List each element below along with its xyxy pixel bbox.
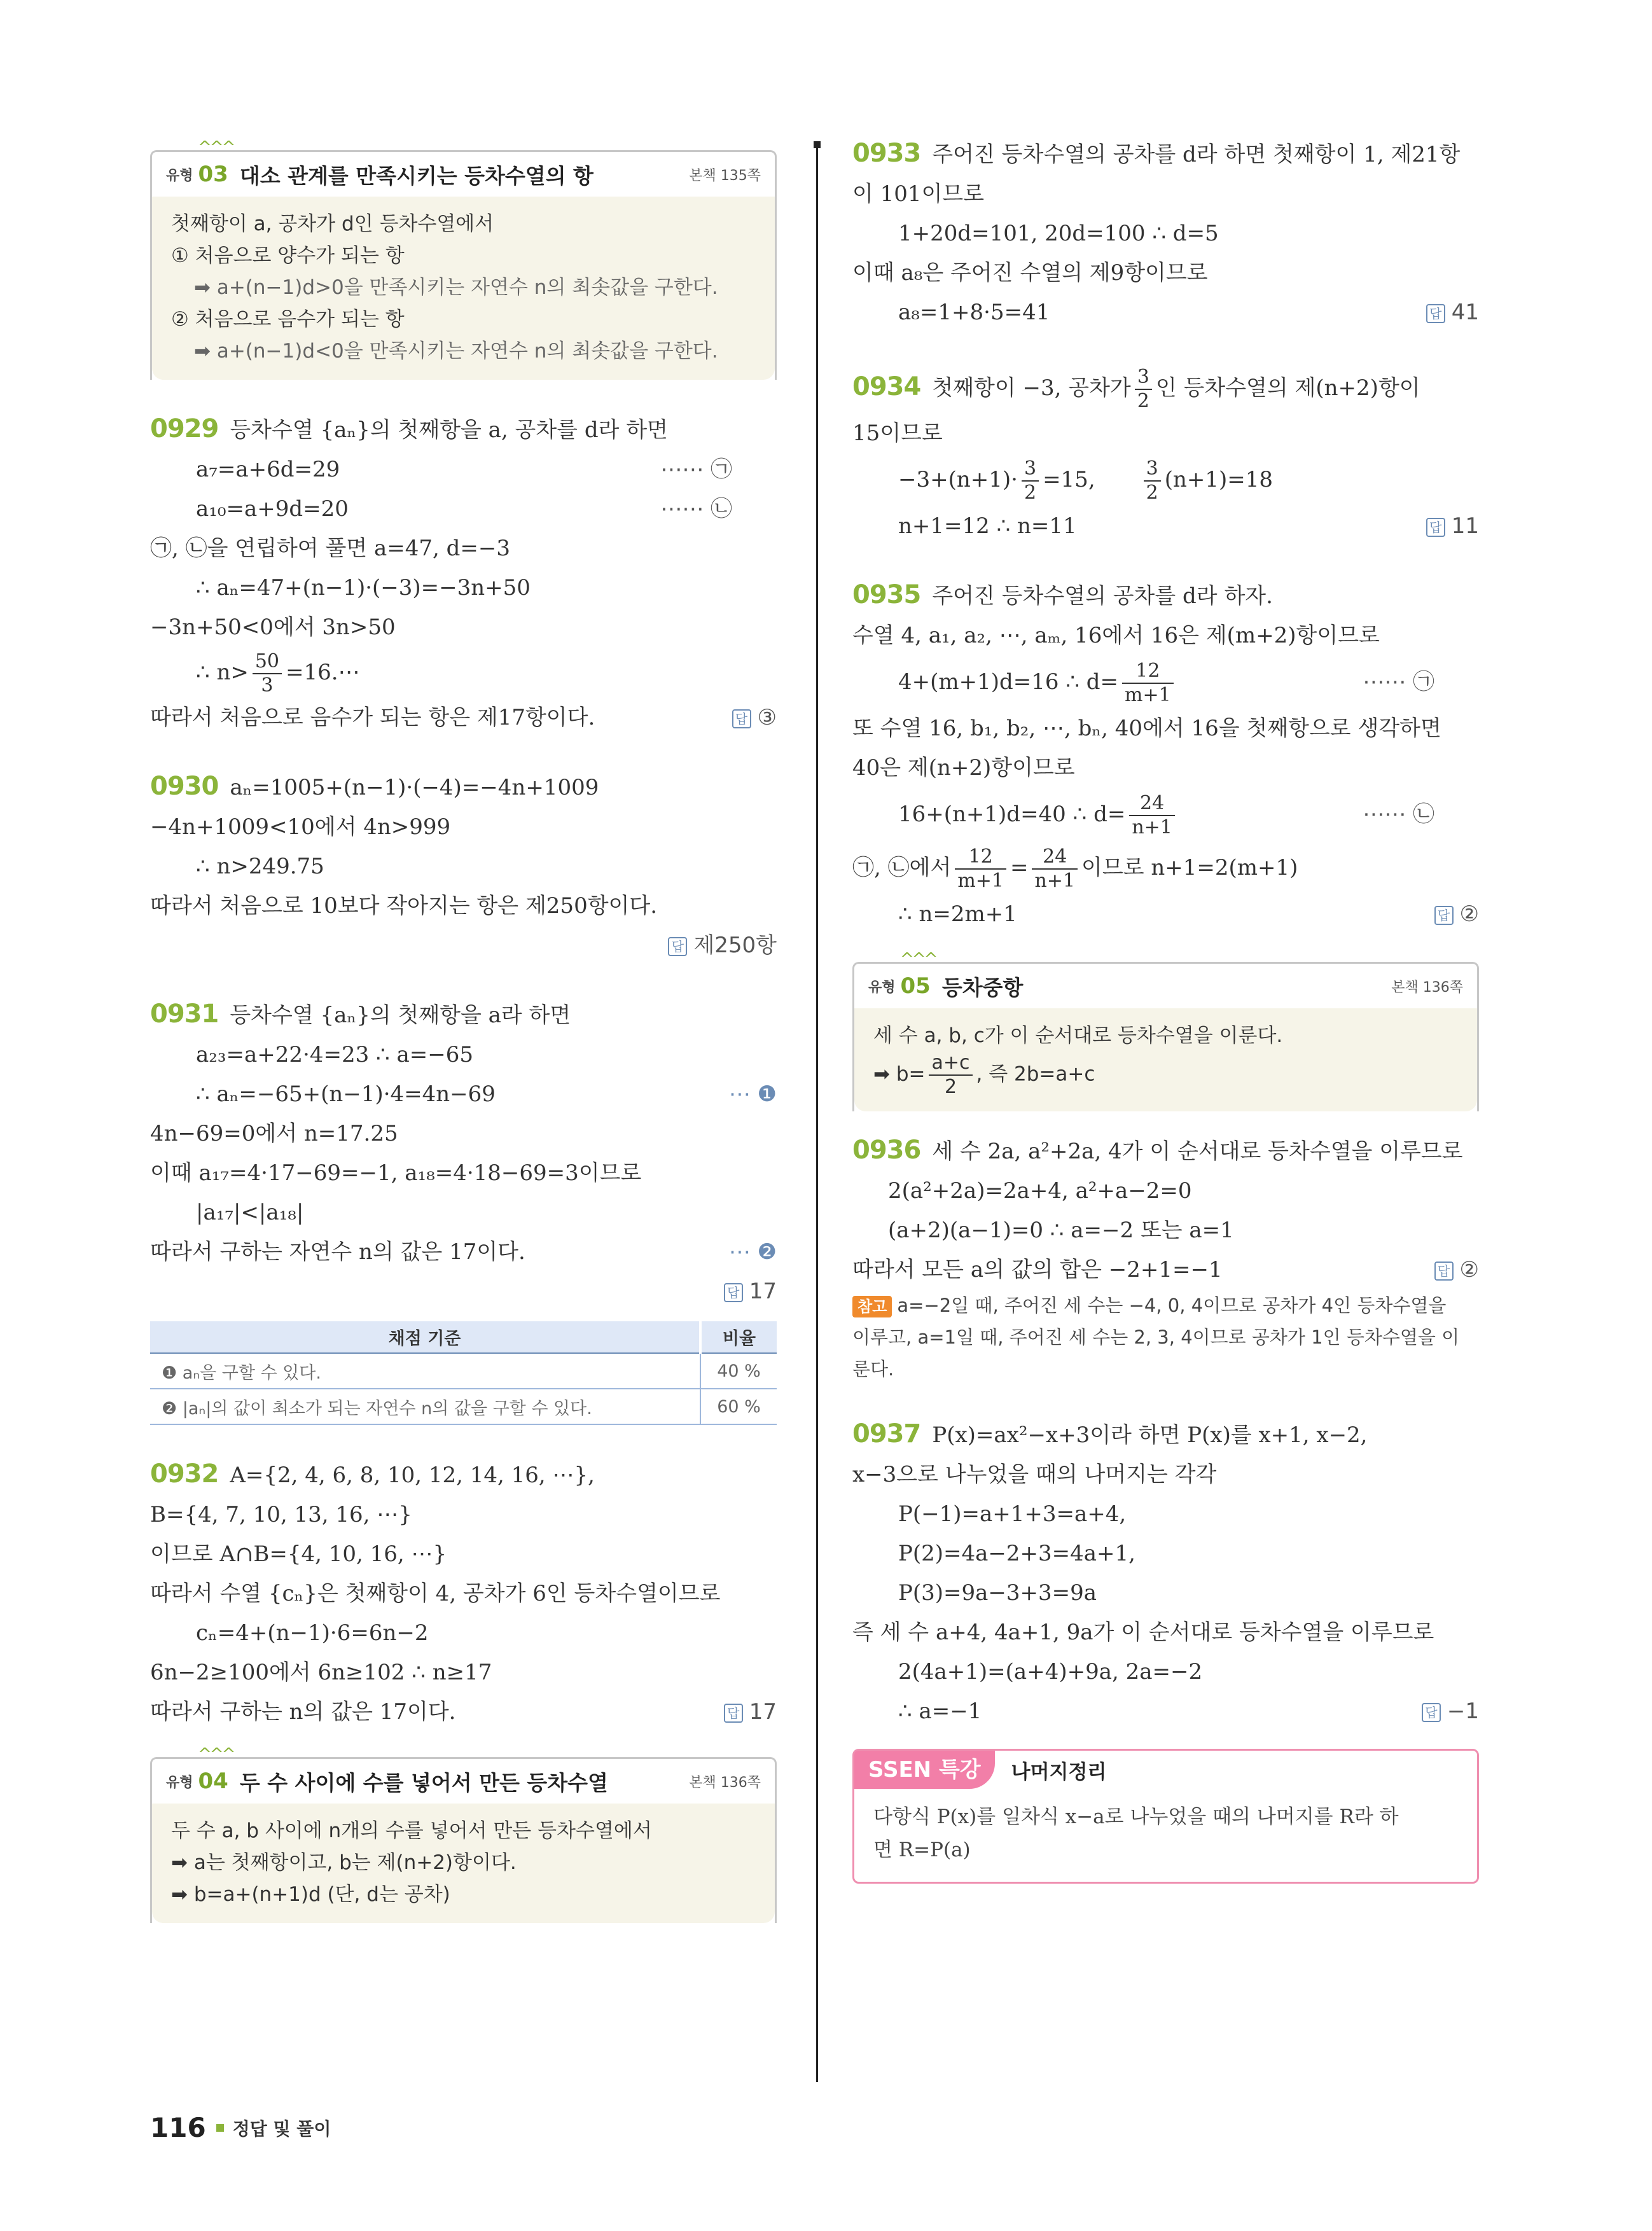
problem-number: 0933 xyxy=(852,139,921,168)
solution-line: 16+(n+1)d=40 ∴ d= xyxy=(898,802,1126,827)
grading-ratio: 40 % xyxy=(700,1353,777,1389)
solution-line: 따라서 수열 {cₙ}은 첫째항이 4, 공차가 6인 등차수열이므로 xyxy=(150,1581,721,1606)
answer: 답 17 xyxy=(150,1272,777,1311)
ssen-title: 나머지정리 xyxy=(1011,1760,1107,1784)
answer: 답 17 xyxy=(724,1692,777,1732)
solution-line: 등차수열 {aₙ}의 첫째항을 a라 하면 xyxy=(230,1003,571,1028)
solution-line: 수열 4, a₁, a₂, ⋯, aₘ, 16에서 16은 제(m+2)항이므로 xyxy=(852,623,1380,648)
solution-line: aₙ=1005+(n−1)·(−4)=−4n+1009 xyxy=(230,775,599,800)
solution-line: 4+(m+1)d=16 ∴ d= xyxy=(898,669,1119,695)
zigzag-icon: ^^^ xyxy=(198,1745,234,1764)
solution-line: 또 수열 16, b₁, b₂, ⋯, bₙ, 40에서 16을 첫째항으로 생각하면 xyxy=(852,716,1441,741)
solution-line: ∴ a=−1 xyxy=(898,1699,982,1724)
solution-line: n+1=12 ∴ n=11 xyxy=(898,513,1077,539)
ssen-line: 면 R=P(a) xyxy=(873,1838,971,1861)
solution-line: 따라서 처음으로 음수가 되는 항은 제17항이다. xyxy=(150,705,595,730)
summary-line: 첫째항이 a, 공차가 d인 등차수열에서 xyxy=(171,212,494,235)
ssen-line: 다항식 P(x)를 일차식 x−a로 나누었을 때의 나머지를 R라 하 xyxy=(873,1805,1399,1828)
solution-line: P(−1)=a+1+3=a+4, xyxy=(898,1501,1127,1527)
solution-line: 이므로 A∩B={4, 10, 16, ⋯} xyxy=(150,1541,447,1567)
solution-line: (a+2)(a−1)=0 ∴ a=−2 또는 a=1 xyxy=(888,1218,1234,1243)
ssen-body xyxy=(854,1789,1477,1882)
problem-number: 0930 xyxy=(150,772,219,801)
solution-line: ㉠, ㉡을 연립하여 풀면 a=47, d=−3 xyxy=(150,536,510,561)
solution-line: 주어진 등차수열의 공차를 d라 하면 첫째항이 1, 제21항 xyxy=(932,142,1461,167)
fraction: $\frac{a+c}{2}$ xyxy=(929,1052,972,1099)
type-05-summary xyxy=(854,1008,1477,1111)
solution-line: =16.⋯ xyxy=(286,660,360,685)
fraction: $\frac{12}{m+1}$ xyxy=(1122,660,1174,707)
page-number: 116 xyxy=(150,2112,206,2143)
answer-label-icon: 답 xyxy=(724,1283,743,1302)
solution-line: a₇=a+6d=29 xyxy=(196,457,340,482)
fraction: $\frac{12}{m+1}$ xyxy=(955,845,1006,893)
answer: 답 제250항 xyxy=(150,926,777,965)
type-04-box xyxy=(150,1745,777,1923)
summary-line: ➡ a+(n−1)d<0을 만족시키는 자연수 n의 최솟값을 구한다. xyxy=(194,340,718,363)
problem-0933 xyxy=(852,134,1479,332)
solution-line: ∴ aₙ=−65+(n−1)·4=4n−69 xyxy=(196,1081,496,1107)
summary-line: 세 수 a, b, c가 이 순서대로 등차수열을 이룬다. xyxy=(873,1024,1283,1047)
solution-line: −3+(n+1)· xyxy=(898,467,1018,492)
solution-line: 2(4a+1)=(a+4)+9a, 2a=−2 xyxy=(898,1659,1203,1685)
solution-line: ∴ n>249.75 xyxy=(196,854,324,879)
grading-ratio: 60 % xyxy=(700,1389,777,1424)
answer: 답 11 xyxy=(1426,506,1479,546)
solution-line: ∴ n=2m+1 xyxy=(898,901,1017,927)
equation-marker: ⋯⋯ ㉠ xyxy=(660,457,732,482)
note xyxy=(852,1289,1479,1385)
fraction: $\frac{50}{3}$ xyxy=(253,650,282,697)
note-label: 참고 xyxy=(852,1296,892,1317)
type-04-header xyxy=(152,1759,775,1804)
fraction: $\frac{24}{n+1}$ xyxy=(1032,845,1078,893)
grading-header: 비율 xyxy=(700,1321,777,1353)
answer-label-icon: 답 xyxy=(1422,1703,1441,1722)
solution-line: 6n−2≥100에서 6n≥102 ∴ n≥17 xyxy=(150,1660,492,1685)
type-number: 04 xyxy=(198,1769,228,1794)
solution-line: 이때 a₁₇=4·17−69=−1, a₁₈=4·18−69=3이므로 xyxy=(150,1160,642,1186)
solution-line: 주어진 등차수열의 공차를 d라 하자. xyxy=(932,583,1273,609)
type-05-box xyxy=(852,950,1479,1111)
note-line: 이루고, a=1일 때, 주어진 세 수는 2, 3, 4이므로 공차가 1인 등차수열을 이 xyxy=(852,1326,1460,1348)
right-column xyxy=(852,134,1479,1884)
solution-line: ∴ aₙ=47+(n−1)·(−3)=−3n+50 xyxy=(196,575,531,601)
solution-line: 2(a²+2a)=2a+4, a²+a−2=0 xyxy=(888,1178,1192,1204)
type-title: 대소 관계를 만족시키는 등차수열의 항 xyxy=(239,163,593,188)
page-footer xyxy=(150,2112,331,2143)
answer-label-icon: 답 xyxy=(724,1704,743,1723)
solution-line: 40은 제(n+2)항이므로 xyxy=(852,755,1075,781)
zigzag-icon: ^^^ xyxy=(900,950,936,969)
answer: 답 ③ xyxy=(732,698,777,737)
solution-line: 세 수 2a, a²+2a, 4가 이 순서대로 등차수열을 이루므로 xyxy=(932,1139,1463,1164)
solution-line: |a₁₇|<|a₁₈| xyxy=(196,1200,304,1225)
solution-line: 인 등차수열의 제(n+2)항이 xyxy=(1155,375,1420,401)
solution-line: 1+20d=101, 20d=100 ∴ d=5 xyxy=(898,221,1219,246)
grading-criterion: ❶ aₙ을 구할 수 있다. xyxy=(150,1353,700,1389)
step-marker: ⋯ ❷ xyxy=(728,1239,777,1265)
solution-line: 따라서 구하는 n의 값은 17이다. xyxy=(150,1699,456,1725)
solution-line: a₂₃=a+22·4=23 ∴ a=−65 xyxy=(196,1042,473,1067)
solution-line: 따라서 처음으로 10보다 작아지는 항은 제250항이다. xyxy=(150,893,658,919)
summary-line: , 즉 2b=a+c xyxy=(976,1062,1095,1086)
problem-0930 xyxy=(150,767,777,965)
answer-label-icon: 답 xyxy=(732,709,751,728)
book-page-ref: 본책 136쪽 xyxy=(1391,979,1463,996)
grading-header: 채점 기준 xyxy=(150,1321,700,1353)
fraction: $\frac{24}{n+1}$ xyxy=(1129,792,1175,839)
type-label: 유형 xyxy=(166,1774,193,1791)
fraction: $\frac{3}{2}$ xyxy=(1135,366,1152,413)
zigzag-icon: ^^^ xyxy=(198,138,234,157)
type-03-summary xyxy=(152,197,775,380)
equation-marker: ⋯⋯ ㉡ xyxy=(660,496,732,522)
solution-line: a₈=1+8·5=41 xyxy=(898,300,1050,325)
answer: 답 ② xyxy=(1434,1250,1479,1289)
solution-line: 따라서 구하는 자연수 n의 값은 17이다. xyxy=(150,1239,525,1265)
equation-marker: ⋯⋯ ㉠ xyxy=(1363,669,1434,695)
solution-line: 4n−69=0에서 n=17.25 xyxy=(150,1121,398,1146)
type-05-header xyxy=(854,964,1477,1008)
answer-label-icon: 답 xyxy=(1434,1261,1454,1281)
ssen-badge: SSEN 특강 xyxy=(854,1751,995,1789)
problem-number: 0935 xyxy=(852,580,921,609)
solution-line: P(x)=ax²−x+3이라 하면 P(x)를 x+1, x−2, xyxy=(932,1422,1368,1448)
type-number: 03 xyxy=(198,162,228,187)
solution-line: P(3)=9a−3+3=9a xyxy=(898,1580,1097,1606)
problem-0931 xyxy=(150,994,777,1425)
solution-line: 등차수열 {aₙ}의 첫째항을 a, 공차를 d라 하면 xyxy=(230,417,668,443)
problem-number: 0932 xyxy=(150,1459,219,1489)
fraction: $\frac{3}{2}$ xyxy=(1144,457,1161,504)
answer-label-icon: 답 xyxy=(1426,304,1445,323)
solution-line: 첫째항이 −3, 공차가 xyxy=(932,375,1131,401)
grading-table xyxy=(150,1321,777,1425)
solution-line: x−3으로 나누었을 때의 나머지는 각각 xyxy=(852,1462,1217,1487)
note-line: 룬다. xyxy=(852,1358,894,1380)
type-03-box xyxy=(150,138,777,380)
summary-line: ➡ a+(n−1)d>0을 만족시키는 자연수 n의 최솟값을 구한다. xyxy=(194,276,718,299)
problem-number: 0934 xyxy=(852,372,921,401)
grading-criterion: ❷ |aₙ|의 값이 최소가 되는 자연수 n의 값을 구할 수 있다. xyxy=(150,1389,700,1424)
note-line: a=−2일 때, 주어진 세 수는 −4, 0, 4이므로 공차가 4인 등차수열을 xyxy=(897,1295,1447,1316)
problem-0937 xyxy=(852,1414,1479,1731)
summary-line: ② 처음으로 음수가 되는 항 xyxy=(171,308,405,331)
problem-0929 xyxy=(150,409,777,737)
summary-line: ➡ b= xyxy=(873,1062,926,1086)
left-column xyxy=(150,134,777,1923)
answer: 답 −1 xyxy=(1422,1692,1479,1731)
book-page-ref: 본책 135쪽 xyxy=(689,167,761,184)
footer-title: 정답 및 풀이 xyxy=(232,2118,331,2139)
type-04-summary xyxy=(152,1804,775,1923)
solution-line: 따라서 모든 a의 값의 합은 −2+1=−1 xyxy=(852,1257,1223,1282)
solution-line: 이므로 n+1=2(m+1) xyxy=(1081,855,1298,880)
answer-label-icon: 답 xyxy=(1434,906,1454,925)
problem-0934 xyxy=(852,361,1479,546)
solution-line: 이 101이므로 xyxy=(852,181,985,207)
problem-number: 0936 xyxy=(852,1136,921,1165)
answer: 답 41 xyxy=(1426,293,1479,332)
column-divider xyxy=(816,145,818,2082)
solution-line: B={4, 7, 10, 13, 16, ⋯} xyxy=(150,1502,412,1527)
answer-label-icon: 답 xyxy=(1426,518,1445,537)
book-page-ref: 본책 136쪽 xyxy=(689,1774,761,1791)
summary-line: 두 수 a, b 사이에 n개의 수를 넣어서 만든 등차수열에서 xyxy=(171,1819,652,1842)
problem-number: 0929 xyxy=(150,414,219,443)
solution-line: −4n+1009<10에서 4n>999 xyxy=(150,814,451,840)
solution-line: a₁₀=a+9d=20 xyxy=(196,496,349,522)
type-title: 등차중항 xyxy=(941,975,1024,1000)
table-row xyxy=(150,1389,777,1424)
table-row xyxy=(150,1353,777,1389)
type-title: 두 수 사이에 수를 넣어서 만든 등차수열 xyxy=(239,1770,608,1795)
solution-line: =15, xyxy=(1043,467,1095,492)
answer-label-icon: 답 xyxy=(668,937,687,956)
solution-line: ㉠, ㉡에서 xyxy=(852,855,952,880)
solution-line: −3n+50<0에서 3n>50 xyxy=(150,615,396,640)
solution-line: cₙ=4+(n−1)·6=6n−2 xyxy=(196,1620,429,1646)
fraction: $\frac{3}{2}$ xyxy=(1022,457,1039,504)
equation-marker: ⋯⋯ ㉡ xyxy=(1363,802,1434,827)
type-label: 유형 xyxy=(166,167,193,184)
ssen-special-box xyxy=(852,1749,1479,1884)
square-bullet-icon xyxy=(216,2124,224,2132)
summary-line: ➡ b=a+(n+1)d (단, d는 공차) xyxy=(171,1883,450,1906)
solution-line: (n+1)=18 xyxy=(1164,467,1274,492)
answer: 답 ② xyxy=(1434,894,1479,934)
problem-0936 xyxy=(852,1130,1479,1385)
type-label: 유형 xyxy=(868,979,896,996)
type-03-header xyxy=(152,152,775,197)
solution-line: P(2)=4a−2+3=4a+1, xyxy=(898,1541,1135,1566)
step-marker: ⋯ ❶ xyxy=(728,1081,777,1107)
summary-line: ➡ a는 첫째항이고, b는 제(n+2)항이다. xyxy=(171,1851,517,1874)
solution-line: ∴ n> xyxy=(196,660,249,685)
type-number: 05 xyxy=(900,973,931,999)
problem-0932 xyxy=(150,1454,777,1732)
solution-line: A={2, 4, 6, 8, 10, 12, 14, 16, ⋯}, xyxy=(230,1463,595,1488)
problem-number: 0931 xyxy=(150,999,219,1029)
summary-line: ① 처음으로 양수가 되는 항 xyxy=(171,244,405,267)
solution-line: 15이므로 xyxy=(852,420,943,446)
solution-line: 즉 세 수 a+4, 4a+1, 9a가 이 순서대로 등차수열을 이루므로 xyxy=(852,1620,1434,1645)
solution-line: 이때 a₈은 주어진 수열의 제9항이므로 xyxy=(852,260,1208,286)
problem-0935: 0935 주어진 등차수열의 공차를 d라 하자. 수열 4, a₁, a₂, ⋯, aₘ, 16에서 16은 제(m+2)항이므로 4+(m+1)d=16 ∴ d= $\frac{12}{m+1}$ ⋯⋯ ㉠ 또 수열 16, b₁, b₂, ⋯, bₙ, 40에서 16을 첫째항으로 생각하면 40은 제(n+2)항이므로 16+(n+1)d=40 ∴ d= $\frac{24}{n+1}$ ⋯⋯ ㉡ ㉠, ㉡에서 $\frac{12}{m+1}$ = $\frac{24}{n+1}$ 이므로 n+1=2(m+1) ∴ n=2m+1 답 ② xyxy=(852,575,1479,934)
problem-number: 0937 xyxy=(852,1419,921,1449)
